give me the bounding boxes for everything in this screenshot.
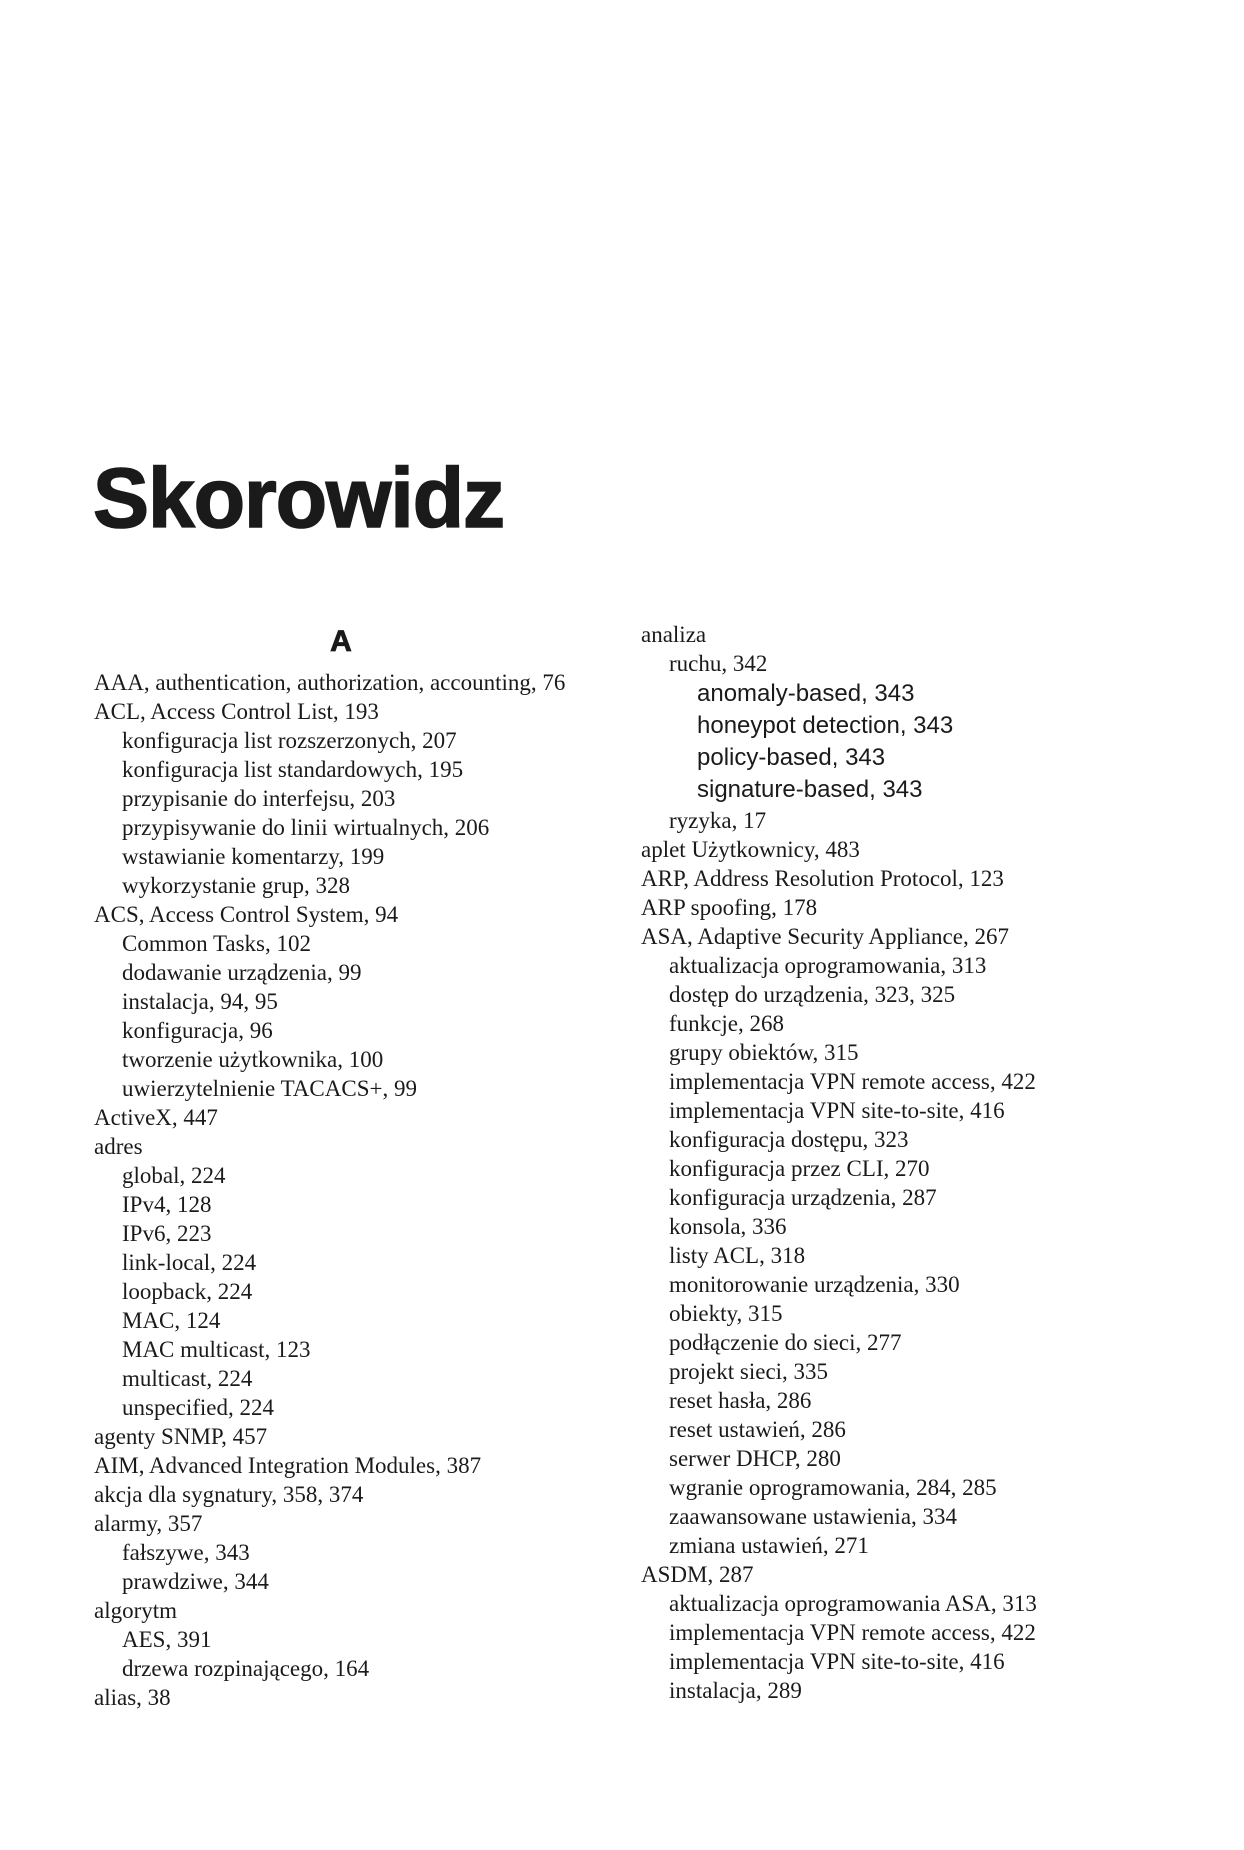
index-entry: agenty SNMP, 457 <box>94 1424 268 1449</box>
index-column-right <box>641 620 1161 1705</box>
index-subentry: global, 224 <box>122 1163 226 1188</box>
index-subentry: projekt sieci, 335 <box>669 1359 829 1384</box>
index-subentry: reset hasła, 286 <box>669 1388 812 1413</box>
index-subentry: obiekty, 315 <box>669 1301 783 1326</box>
index-entry: ACS, Access Control System, 94 <box>94 902 399 927</box>
index-subentry: grupy obiektów, 315 <box>669 1040 859 1065</box>
index-subentry: MAC multicast, 123 <box>122 1337 311 1362</box>
index-entry: aplet Użytkownicy, 483 <box>641 837 860 862</box>
index-subentry: implementacja VPN remote access, 422 <box>669 1069 1036 1094</box>
index-subentry: tworzenie użytkownika, 100 <box>122 1047 384 1072</box>
index-subentry: Common Tasks, 102 <box>122 931 312 956</box>
index-entries-right <box>641 620 1161 1705</box>
index-column-left <box>94 624 614 1712</box>
index-letter-heading: A <box>330 625 352 658</box>
index-subentry: implementacja VPN site-to-site, 416 <box>669 1098 1005 1123</box>
index-entry: adres <box>94 1134 143 1159</box>
index-subentry: instalacja, 289 <box>669 1678 802 1703</box>
index-subentry: honeypot detection, 343 <box>697 712 954 739</box>
index-subentry: unspecified, 224 <box>122 1395 275 1420</box>
index-subentry: wstawianie komentarzy, 199 <box>122 844 385 869</box>
index-entry: ActiveX, 447 <box>94 1105 218 1130</box>
index-subentry: MAC, 124 <box>122 1308 221 1333</box>
index-subentry: przypisanie do interfejsu, 203 <box>122 786 396 811</box>
index-subentry: wykorzystanie grup, 328 <box>122 873 351 898</box>
index-subentry: implementacja VPN remote access, 422 <box>669 1620 1036 1645</box>
index-subentry: monitorowanie urządzenia, 330 <box>669 1272 960 1297</box>
index-subentry: prawdziwe, 344 <box>122 1569 269 1594</box>
index-subentry: instalacja, 94, 95 <box>122 989 278 1014</box>
index-entry: ARP, Address Resolution Protocol, 123 <box>641 866 1004 891</box>
index-subentry: konfiguracja dostępu, 323 <box>669 1127 909 1152</box>
index-subentry: ruchu, 342 <box>669 651 768 676</box>
index-subentry: AES, 391 <box>122 1627 212 1652</box>
index-subentry: konfiguracja list rozszerzonych, 207 <box>122 728 457 753</box>
index-subentry: wgranie oprogramowania, 284, 285 <box>669 1475 997 1500</box>
index-subentry: reset ustawień, 286 <box>669 1417 846 1442</box>
index-subentry: serwer DHCP, 280 <box>669 1446 841 1471</box>
index-subentry: konsola, 336 <box>669 1214 787 1239</box>
index-subentry: link-local, 224 <box>122 1250 257 1275</box>
index-subentry: aktualizacja oprogramowania ASA, 313 <box>669 1591 1037 1616</box>
index-entries-left <box>94 668 614 1712</box>
index-entry: ACL, Access Control List, 193 <box>94 699 379 724</box>
index-entry: AIM, Advanced Integration Modules, 387 <box>94 1453 482 1478</box>
index-subentry: aktualizacja oprogramowania, 313 <box>669 953 987 978</box>
index-entry: algorytm <box>94 1598 178 1623</box>
index-subentry: konfiguracja przez CLI, 270 <box>669 1156 930 1181</box>
index-entry: ARP spoofing, 178 <box>641 895 818 920</box>
index-subentry: drzewa rozpinającego, 164 <box>122 1656 370 1681</box>
page-title: Skorowidz <box>93 451 505 545</box>
index-subentry: policy-based, 343 <box>697 744 886 771</box>
index-subentry: zmiana ustawień, 271 <box>669 1533 869 1558</box>
index-subentry: fałszywe, 343 <box>122 1540 250 1565</box>
index-subentry: dodawanie urządzenia, 99 <box>122 960 362 985</box>
index-subentry: implementacja VPN site-to-site, 416 <box>669 1649 1005 1674</box>
index-entry: AAA, authentication, authorization, accounting, 76 <box>94 670 566 695</box>
index-entry: alarmy, 357 <box>94 1511 203 1536</box>
index-subentry: zaawansowane ustawienia, 334 <box>669 1504 958 1529</box>
index-entry: analiza <box>641 622 707 647</box>
index-subentry: anomaly-based, 343 <box>697 680 915 707</box>
index-subentry: signature-based, 343 <box>697 776 923 803</box>
index-subentry: dostęp do urządzenia, 323, 325 <box>669 982 956 1007</box>
index-entry: akcja dla sygnatury, 358, 374 <box>94 1482 364 1507</box>
index-subentry: uwierzytelnienie TACACS+, 99 <box>122 1076 417 1101</box>
index-subentry: konfiguracja urządzenia, 287 <box>669 1185 937 1210</box>
index-entry: ASDM, 287 <box>641 1562 754 1587</box>
index-subentry: ryzyka, 17 <box>669 808 767 833</box>
index-subentry: konfiguracja, 96 <box>122 1018 273 1043</box>
index-subentry: loopback, 224 <box>122 1279 253 1304</box>
index-subentry: konfiguracja list standardowych, 195 <box>122 757 464 782</box>
index-subentry: podłączenie do sieci, 277 <box>669 1330 902 1355</box>
index-subentry: listy ACL, 318 <box>669 1243 806 1268</box>
index-subentry: IPv6, 223 <box>122 1221 212 1246</box>
index-subentry: przypisywanie do linii wirtualnych, 206 <box>122 815 490 840</box>
index-entry: alias, 38 <box>94 1685 171 1710</box>
index-entry: ASA, Adaptive Security Appliance, 267 <box>641 924 1009 949</box>
index-subentry: funkcje, 268 <box>669 1011 784 1036</box>
index-subentry: multicast, 224 <box>122 1366 253 1391</box>
index-subentry: IPv4, 128 <box>122 1192 212 1217</box>
